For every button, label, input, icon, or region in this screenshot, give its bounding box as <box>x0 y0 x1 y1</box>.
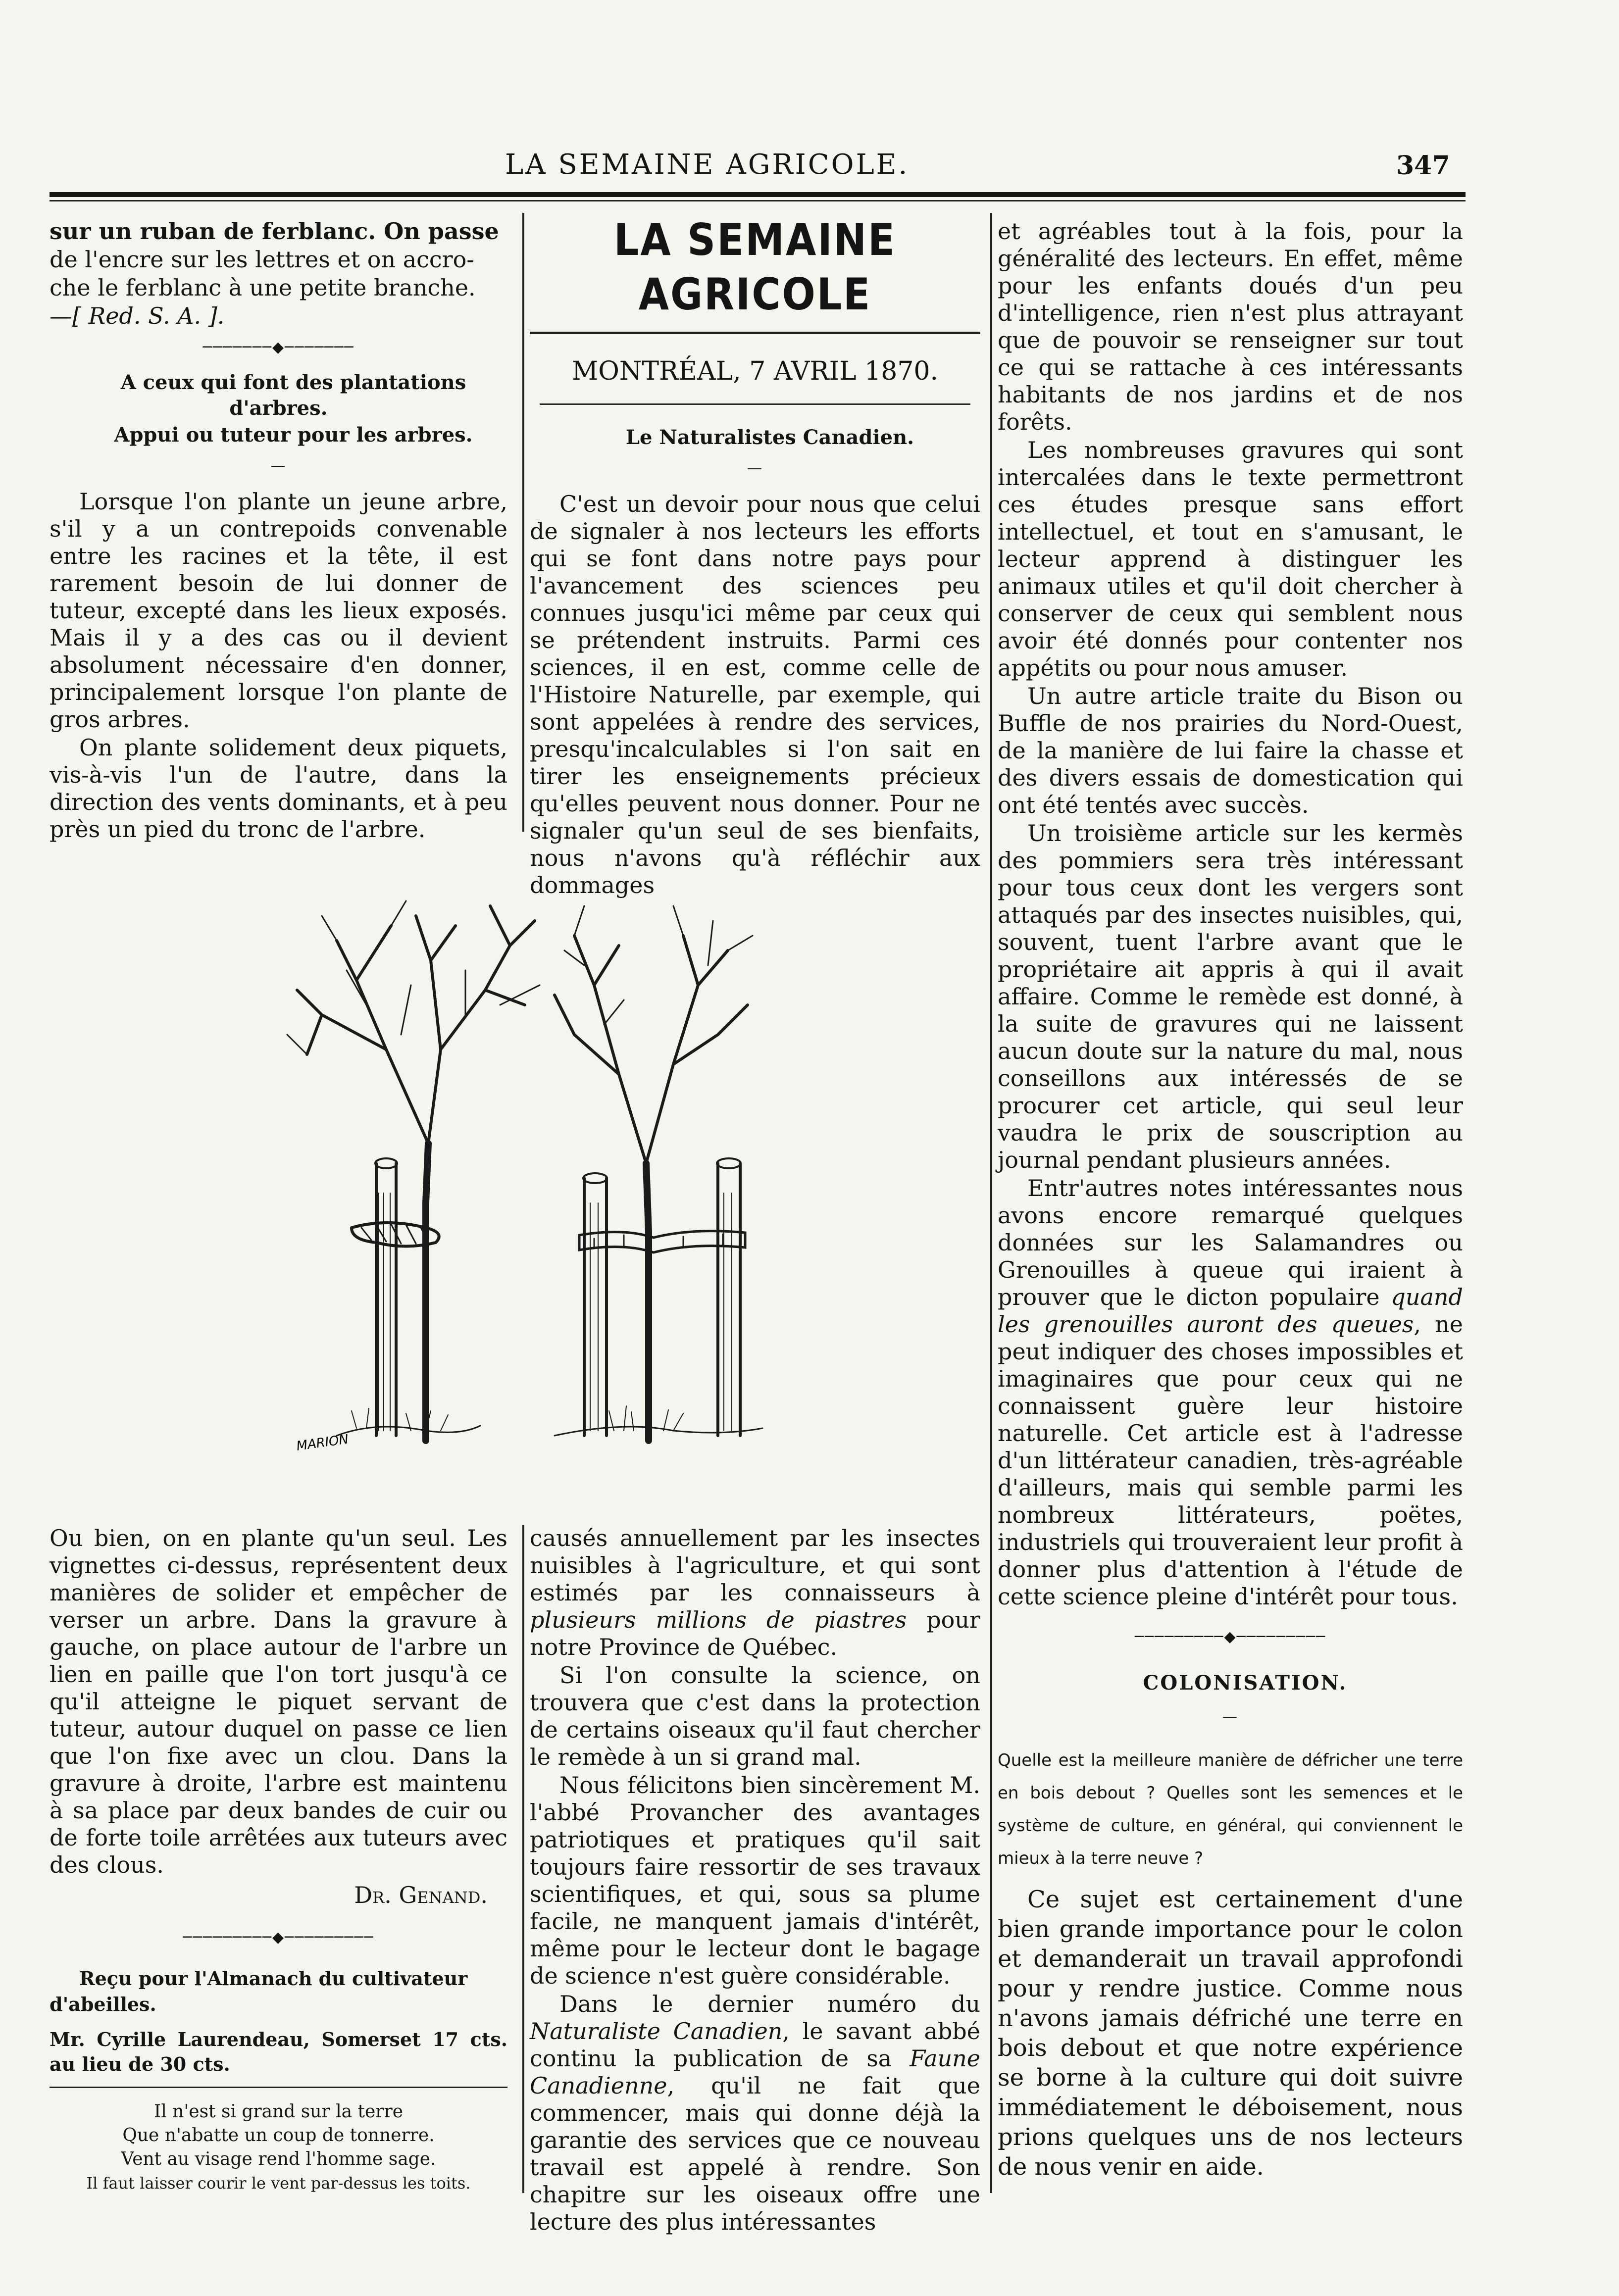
short-rule: — <box>1222 1708 1238 1725</box>
left-column-top <box>50 218 507 844</box>
left-stake <box>375 1158 397 1436</box>
author-signature: Dr. Genand. <box>354 1882 488 1908</box>
middle-column-bottom <box>530 1525 980 2237</box>
tree-staking-engraving <box>277 886 777 1455</box>
left-column-bottom <box>50 1525 507 2195</box>
paragraph: C'est un devoir pour nous que celui de signaler à nos lecteurs les efforts qui se font dans notre pays pour l'avancement des sciences peu connues jusqu'ici même par ceux qui se prétendent instruits. Parmi ces sciences, il en est, comme celle de l'Histoire Naturelle, par exemple, qui sont appelées à rendre des services, presqu'incalculables si l'on sait en tirer les enseignements précieux qu'elles peuvent nous donner. Pour ne signaler qu'un seul de ses bienfaits, nous n'avons qu'à réfléchir aux dommages <box>530 491 980 898</box>
dateline: MONTRÉAL, 7 AVRIL 1870. <box>571 356 939 386</box>
left-tree <box>287 901 540 1441</box>
text-run: pour notre Province de Québec. <box>530 1606 980 1660</box>
question: Quelle est la meilleure manière de défricher une terre en bois debout ? Quelles sont les semences et le système de culture, en général, qui conviennent le mieux à la terre neuve ? <box>998 1750 1463 1868</box>
paragraph: Un autre article traite du Bison ou Buffle de nos prairies du Nord-Ouest, de la manière de lui faire la chasse et des divers essais de domestication qui ont été tentés avec succès. <box>998 683 1463 818</box>
leather-bands <box>579 1231 745 1252</box>
column-separator-right <box>990 213 992 2193</box>
article-title: Le Naturalistes Canadien. <box>625 426 914 449</box>
text-run: Entr'autres notes intéressantes nous avons encore remarqué quelques données sur les Salamandres ou Grenouilles à queue qui iraient à prouver que le dicton populaire <box>998 1175 1463 1310</box>
emphasis: quand les grenouilles auront des queues <box>998 1284 1463 1338</box>
page-number: 347 <box>1396 150 1450 181</box>
paragraph: Ce sujet est certainement d'une bien grande importance pour le colon et demanderait un travail approfondi pour y rendre justice. Comme nous n'avons jamais défriché une terre en bois debout et que notre expérience se borne à la culture qui doit suivre immédiatement le déboisement, nous prions quelques uns de nos lecteurs de nous venir en aide. <box>998 1886 1463 2181</box>
paragraph: Lorsque l'on plante un jeune arbre, s'il y a un contrepoids convenable entre les racines et la tête, il est rarement besoin de lui donner de tuteur, excepté dans les lieux exposés. Mais il y a des cas ou il devient absolument nécessaire d'en donner, principalement lorsque l'on plante de gros arbres. <box>50 488 507 733</box>
proverb-line: Que n'abatte un coup de tonnerre. <box>122 2125 435 2146</box>
section-title: COLONISATION. <box>1143 1671 1348 1695</box>
paragraph: On plante solidement deux piquets, vis-à-vis l'un de l'autre, dans la direction des vents dominants, et à peu près un pied du tronc de l'arbre. <box>50 734 507 843</box>
short-rule: — <box>747 459 763 477</box>
paragraph: Si l'on consulte la science, on trouvera que c'est dans la protection de certains oiseaux qu'il faut chercher le remède à un si grand mal. <box>530 1662 980 1770</box>
ornament-divider: ───────◆─────── <box>202 339 354 356</box>
proverb-line: Il n'est si grand sur la terre <box>154 2101 403 2122</box>
paragraph: et agréables tout à la fois, pour la généralité des lecteurs. En effet, même pour les enfants doués d'un peu d'intelligence, rien n'est plus attrayant que de pouvoir se renseigner sur tout ce qui se rattache à ces intéressants habitants de nos jardins et de nos forêts. <box>998 218 1463 435</box>
paragraph: Les nombreuses gravures qui sont intercalées dans le texte permettront ces études presque sans effort intellectuel, et tout en s'amusant, le lecteur apprend à distinguer les animaux utiles et qu'il doit chercher à conserver de ceux qui semblent nous avoir été donnés pour contenter nos appétits ou pour nous amuser. <box>998 437 1463 681</box>
intro-line: che le ferblanc à une petite branche. <box>50 274 476 301</box>
engraver-signature: MARION <box>295 1432 350 1454</box>
intro-line: sur un ruban de ferblanc. On passe <box>50 218 499 245</box>
article-title: A ceux qui font des plantations d'arbres. <box>120 371 466 420</box>
middle-column-top <box>530 213 980 900</box>
column-separator-lower <box>522 1525 524 2193</box>
emphasis: Faune Canadienne <box>530 2045 980 2099</box>
text-run: , le savant abbé continu la publication de sa <box>530 2018 980 2072</box>
right-column <box>998 218 1463 2183</box>
emphasis: Naturaliste Canadien <box>530 2018 783 2045</box>
short-rule: — <box>270 457 287 474</box>
paragraph: Ou bien, on en plante qu'un seul. Les vignettes ci-dessus, représentent deux manières de solider et empêcher de verser un arbre. Dans la gravure à gauche, on place autour de l'arbre un lien en paille que l'on tort jusqu'à ce qu'il atteigne le piquet servant de tuteur, autour duquel on passe ce lien que l'on fixe avec un clou. Dans la gravure à droite, l'arbre est maintenu à sa place par deux bandes de cuir ou de forte toile arrêtées aux tuteurs avec des clous. <box>50 1525 507 1878</box>
paragraph <box>998 1175 1463 1610</box>
running-head-title: LA SEMAINE AGRICOLE. <box>505 149 910 181</box>
header-rule-thin <box>50 200 1466 201</box>
proverb-line: Il faut laisser courir le vent par-dessus les toits. <box>86 2174 471 2193</box>
paragraph <box>530 1525 980 1661</box>
masthead: LA SEMAINE AGRICOLE <box>613 214 897 320</box>
column-separator-left <box>522 213 524 832</box>
paragraph <box>530 1991 980 2236</box>
emphasis: plusieurs millions de piastres <box>530 1606 907 1633</box>
divider-rule <box>50 2087 507 2088</box>
paragraph: Nous félicitons bien sincèrement M. l'abbé Provancher des avantages patriotiques et pratiques qu'il sait toujours faire ressortir de ses travaux scientifiques, et qui, sous sa plume facile, ne manquent jamais d'intérêt, même pour le lecteur dont le bagage de science n'est guère considérable. <box>530 1772 980 1989</box>
text-run: causés annuellement par les insectes nuisibles à l'agriculture, et qui sont estimés par les connaisseurs à <box>530 1525 980 1606</box>
text-run: , qu'il ne fait que commencer, mais qui donne déjà la garantie des services que ce nouveau travail est appelé à rendre. Son chapitre sur les oiseaux offre une lecture des plus intéressantes <box>530 2072 980 2235</box>
text-run: Dans le dernier numéro du <box>559 1991 980 2017</box>
ornament-divider: ─────────◆───────── <box>183 1929 374 1946</box>
almanach-entry: Mr. Cyrille Laurendeau, Somerset 17 cts. au lieu de 30 cts. <box>50 2028 507 2075</box>
left-ground <box>337 1426 480 1436</box>
almanach-heading: Reçu pour l'Almanach du cultivateur d'abeilles. <box>50 1967 468 2015</box>
editor-note: —[ Red. S. A. ]. <box>50 302 225 329</box>
text-run: , ne peut indiquer des choses impossibles et imaginaires que pour ceux qui ne connaissent guère leur histoire naturelle. Cet article est à l'adresse d'un littérateur canadien, très-agréable d'ailleurs, mais qui semble parmi les nombreux littérateurs, poëtes, industriels qui trouveraient leur profit à donner plus d'attention à l'étude de cette science pleine d'intérêt pour tous. <box>998 1311 1463 1610</box>
dateline-rule <box>540 403 970 405</box>
header-rule <box>50 192 1466 197</box>
right-stakes <box>583 1158 741 1436</box>
paragraph: Un troisième article sur les kermès des pommiers sera très intéressant pour tous ceux dont les vergers sont attaqués par des insectes nuisibles, qui, souvent, tuent l'arbre avant que le propriétaire ait appris à qui il avait affaire. Comme le remède est donné, à la suite de gravures qui ne laissent aucun doute sur la nature du mal, nous conseillons aux intéressés de se procurer cet article, qui seul leur vaudra le prix de souscription au journal pendant plusieurs années. <box>998 820 1463 1173</box>
proverb-line: Vent au visage rend l'homme sage. <box>121 2149 436 2169</box>
intro-line: de l'encre sur les lettres et on accro- <box>50 246 474 273</box>
masthead-rule <box>530 332 980 334</box>
ornament-divider: ─────────◆───────── <box>1134 1628 1326 1646</box>
running-head <box>0 149 1619 188</box>
article-subtitle: Appui ou tuteur pour les arbres. <box>114 423 473 447</box>
